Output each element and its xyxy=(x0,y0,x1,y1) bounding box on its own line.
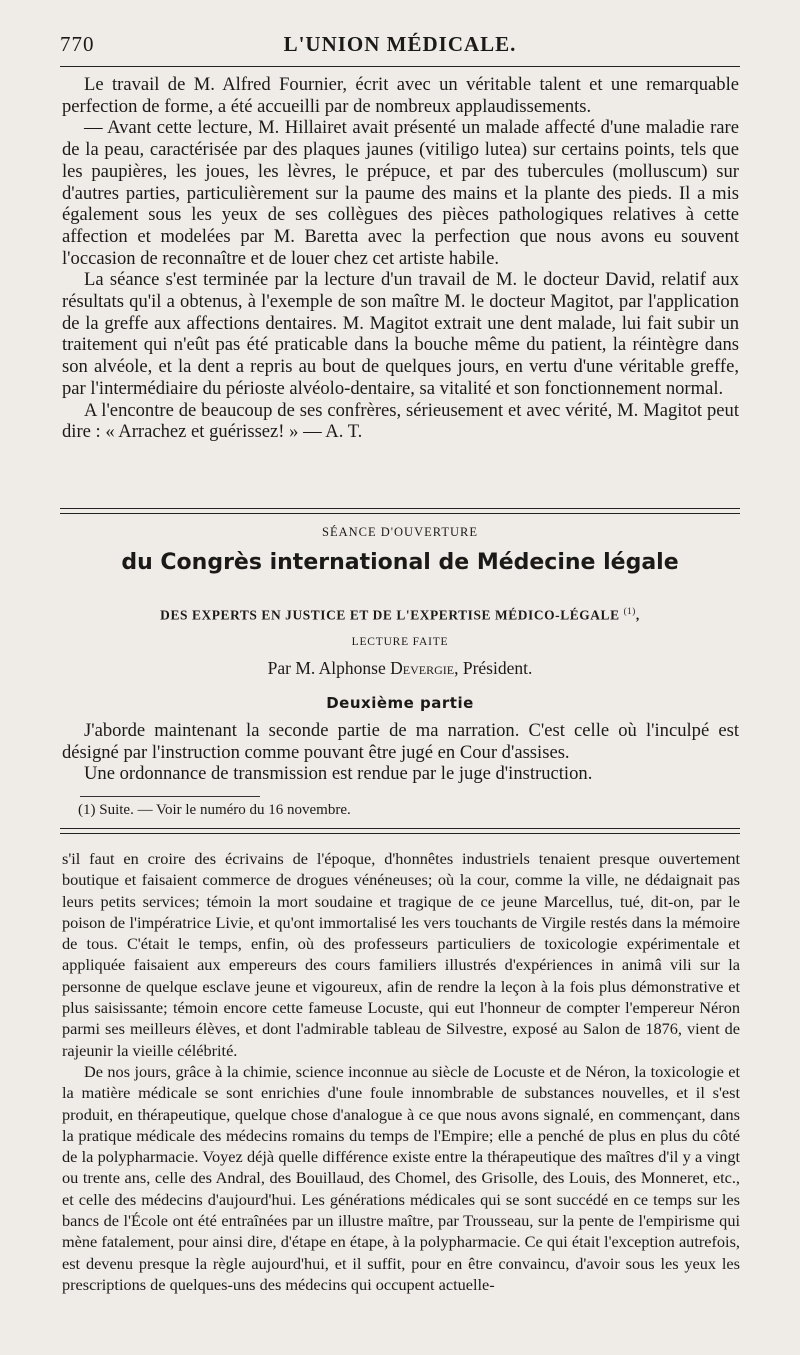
feuilleton-divider xyxy=(60,828,740,834)
paragraph: Une ordonnance de transmission est rendue par le juge d'instruction. xyxy=(84,763,593,785)
experts-end: , xyxy=(635,607,640,623)
top-section xyxy=(62,74,739,443)
footnote: (1) Suite. — Voir le numéro du 16 novembre. xyxy=(78,802,351,818)
footnote-ref: (1) xyxy=(623,606,636,616)
header-rule xyxy=(60,66,740,67)
section-divider xyxy=(60,508,740,514)
article-intro xyxy=(62,720,739,785)
running-title: L'UNION MÉDICALE. xyxy=(283,32,517,56)
page-number: 770 xyxy=(60,32,95,56)
seance-heading: SÉANCE D'OUVERTURE xyxy=(322,525,478,539)
paragraph: s'il faut en croire des écrivains de l'époque, d'honnêtes industriels tenaient presque ouvertement boutique et faisaient commerce de drogues vénéneuses; où la cour, comme la ville, ne dédaignait pas leurs petits services; témoin la mort soudaine et tragique de ce jeune Marcellus, tué, dit-on, par le poison de l'impératrice Livie, et qu'ont immortalisé les vers touchants de Virgile restés dans la mémoire de tous. C'était le temps, enfin, où des professeurs particuliers de toxicologie expérimentale et appliquée faisaient aux empereurs des cours familiers illustrés d'expériences in animâ vili sur la personne de quelque esclave jeune et vigoureux, afin de rendre la leçon à la fois plus démonstrative et plus saisissante; témoin encore cette fameuse Locuste, qui eut l'honneur de compter l'empereur Néron parmi ses meilleurs élèves, et dont l'admirable tableau de Silvestre, exposé au Salon de 1876, vient de rajeunir la vieille célébrité. xyxy=(62,849,740,1060)
author-line xyxy=(60,658,740,679)
author-prefix: Par M. Alphonse xyxy=(267,658,386,678)
paragraph: De nos jours, grâce à la chimie, science inconnue au siècle de Locuste et de Néron, la toxicologie et la matière médicale se sont enrichies d'une foule innombrable de substances nouvelles, et il s'est produit, en thérapeutique, quelque chose d'analogue à ce que nous avons signalé, en commençant, dans la pratique médicale des médecins romains du temps de l'Empire; elle a penché de plus en plus du côté de la polypharmacie. Voyez déjà quelle différence existe entre la thérapeutique des maîtres d'il y a vingt ou trente ans, celle des Andral, des Bouillaud, des Chomel, des Grisolle, des Louis, des Monneret, etc., et celle des médecins d'aujourd'hui. Les générations médicales qui se sont succédé en ce temps sur les bancs de l'École ont été entraînées par un illustre maître, par Trousseau, sur la pente de l'empirisme qui mène fatalement, pour ainsi dire, d'étape en étape, à la polypharmacie. Ce qui était l'exception autrefois, est devenu presque la règle aujourd'hui, et il suffit, pour en être convaincu, d'avoir sous les yeux les prescriptions de quelques-uns des médecins qui occupent actuelle- xyxy=(62,1061,740,1294)
author-name: Devergie xyxy=(390,658,455,678)
paragraph: La séance s'est terminée par la lecture d'un travail de M. le docteur David, relatif aux résultats qu'il a obtenus, à l'exemple de son maître M. le docteur Magitot, par l'application de la greffe aux affections dentaires. M. Magitot extrait une dent malade, lui fait subir un traitement qui n'eût pas été praticable dans la bouche même du patient, la réintègre dans son alvéole, et la dent a repris au bout de quelques jours, en vertu d'une véritable greffe, par l'intermédiaire du périoste alvéolo-dentaire, sa vitalité et son fonctionnement normal. xyxy=(62,269,739,399)
page-header xyxy=(60,30,740,60)
experts-text: DES EXPERTS EN JUSTICE ET DE L'EXPERTISE MÉDICO-LÉGALE xyxy=(160,607,620,623)
paragraph: Le travail de M. Alfred Fournier, écrit avec un véritable talent et une remarquable perfection de forme, a été accueilli par de nombreux applaudissements. xyxy=(62,74,739,117)
experts-title xyxy=(60,606,740,623)
author-suffix: , Président. xyxy=(454,658,533,678)
paragraph: — Avant cette lecture, M. Hillairet avait présenté un malade affecté d'une maladie rare de la peau, caractérisée par des plaques jaunes (vitiligo lutea) sur certains points, tels que les paupières, les joues, les lèvres, le prépuce, et par des tubercules (molluscum) sur d'autres parties, particulièrement sur la paume des mains et la plante des pieds. Il a mis également sous les yeux de ses collègues des pièces pathologiques relatives à cette affection et modelées par M. Baretta avec la perfection que nous avons eu souvent l'occasion de reconnaître et de louer chez cet artiste habile. xyxy=(62,117,739,269)
paragraph: A l'encontre de beaucoup de ses confrères, sérieusement et avec vérité, M. Magitot peut dire : « Arrachez et guérissez! » — A. T. xyxy=(62,399,739,443)
congres-title: du Congrès international de Médecine légale xyxy=(121,550,679,575)
footnote-rule xyxy=(80,796,260,797)
paragraph: J'aborde maintenant la seconde partie de ma narration. C'est celle où l'inculpé est désigné par l'instruction comme pouvant être jugé en Cour d'assises. xyxy=(62,720,739,763)
partie-heading: Deuxième partie xyxy=(326,694,474,712)
lecture-heading: LECTURE FAITE xyxy=(351,636,449,648)
lower-section xyxy=(62,848,740,1295)
